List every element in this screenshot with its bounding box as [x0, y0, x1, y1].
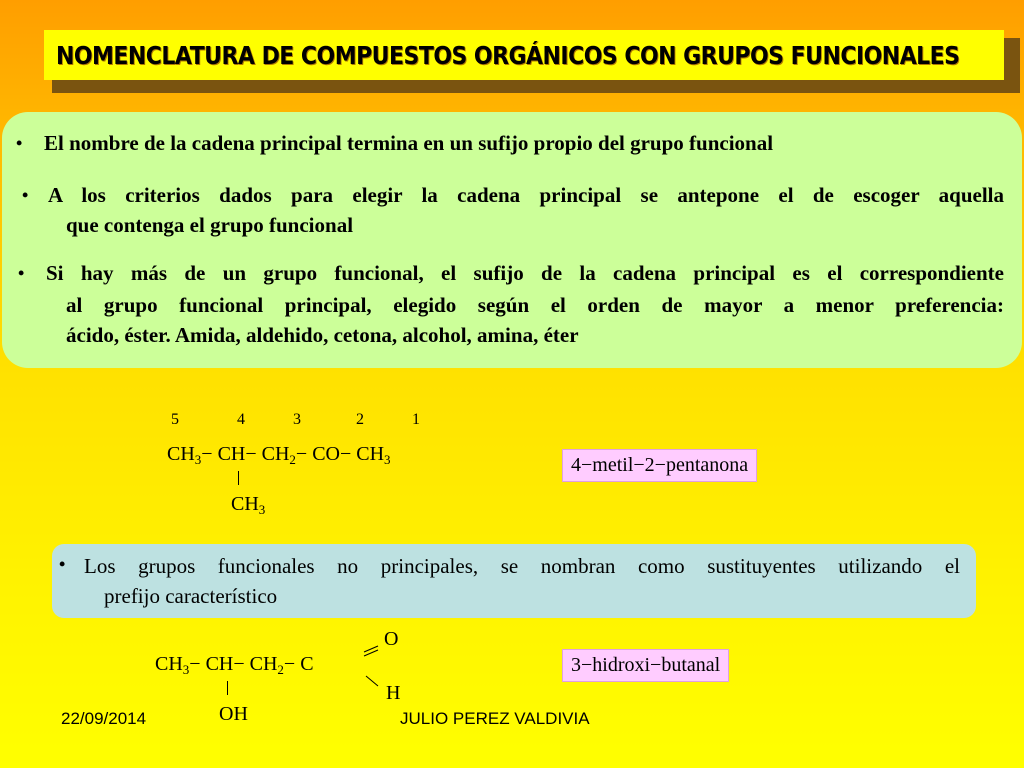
bullet-3-line-2: al grupo funcional principal, elegido según el orden de mayor a menor preferencia:: [66, 293, 1004, 317]
note-line-1: Los grupos funcionales no principales, se nombran como sustituyentes utilizando el: [84, 554, 960, 578]
formula-2-substituent: OH: [219, 703, 248, 725]
bullet-dot-1: •: [16, 133, 23, 153]
footer-date: 22/09/2014: [61, 709, 147, 728]
carbon-number-4: 4: [237, 411, 245, 428]
formula-2-oxygen: O: [384, 628, 399, 650]
title-box: [44, 30, 1004, 80]
note-bullet-dot: •: [59, 554, 66, 574]
formula-2-bonds: [360, 640, 384, 690]
formula-2-bond: [227, 681, 228, 695]
footer-author: JULIO PEREZ VALDIVIA: [400, 709, 590, 728]
bullet-dot-2: •: [22, 185, 29, 205]
bullet-2-line-2: que contenga el grupo funcional: [66, 213, 354, 237]
slide-title: NOMENCLATURA DE COMPUESTOS ORGÁNICOS CON GRUPOS FUNCIONALES: [56, 40, 960, 70]
formula-1-chain: $CH_3- CH- CH_2- CO- CH_3$: [167, 443, 391, 467]
carbon-number-1: 1: [412, 411, 420, 428]
formula-2-hydrogen: H: [386, 682, 401, 704]
bullet-dot-3: •: [18, 263, 25, 283]
compound-name-2: 3−hidroxi−butanal: [562, 649, 729, 682]
carbon-number-5: 5: [171, 411, 179, 428]
bullet-3-line-1: Si hay más de un grupo funcional, el sufijo de la cadena principal es el correspondiente: [46, 261, 1004, 285]
formula-2-chain: $CH_3- CH- CH_2- C$: [155, 653, 314, 677]
carbon-number-3: 3: [293, 411, 301, 428]
formula-1-bond: [238, 471, 239, 485]
note-line-2: prefijo característico: [104, 584, 278, 608]
bullet-3-line-3: ácido, éster. Amida, aldehido, cetona, alcohol, amina, éter: [66, 323, 579, 347]
bullet-1: El nombre de la cadena principal termina en un sufijo propio del grupo funcional: [44, 131, 774, 155]
bullet-2-line-1: A los criterios dados para elegir la cadena principal se antepone el de escoger aquella: [48, 183, 1004, 207]
carbon-number-2: 2: [356, 411, 364, 428]
compound-name-1: 4−metil−2−pentanona: [562, 449, 757, 482]
formula-1-substituent: $CH_3$: [231, 493, 266, 517]
